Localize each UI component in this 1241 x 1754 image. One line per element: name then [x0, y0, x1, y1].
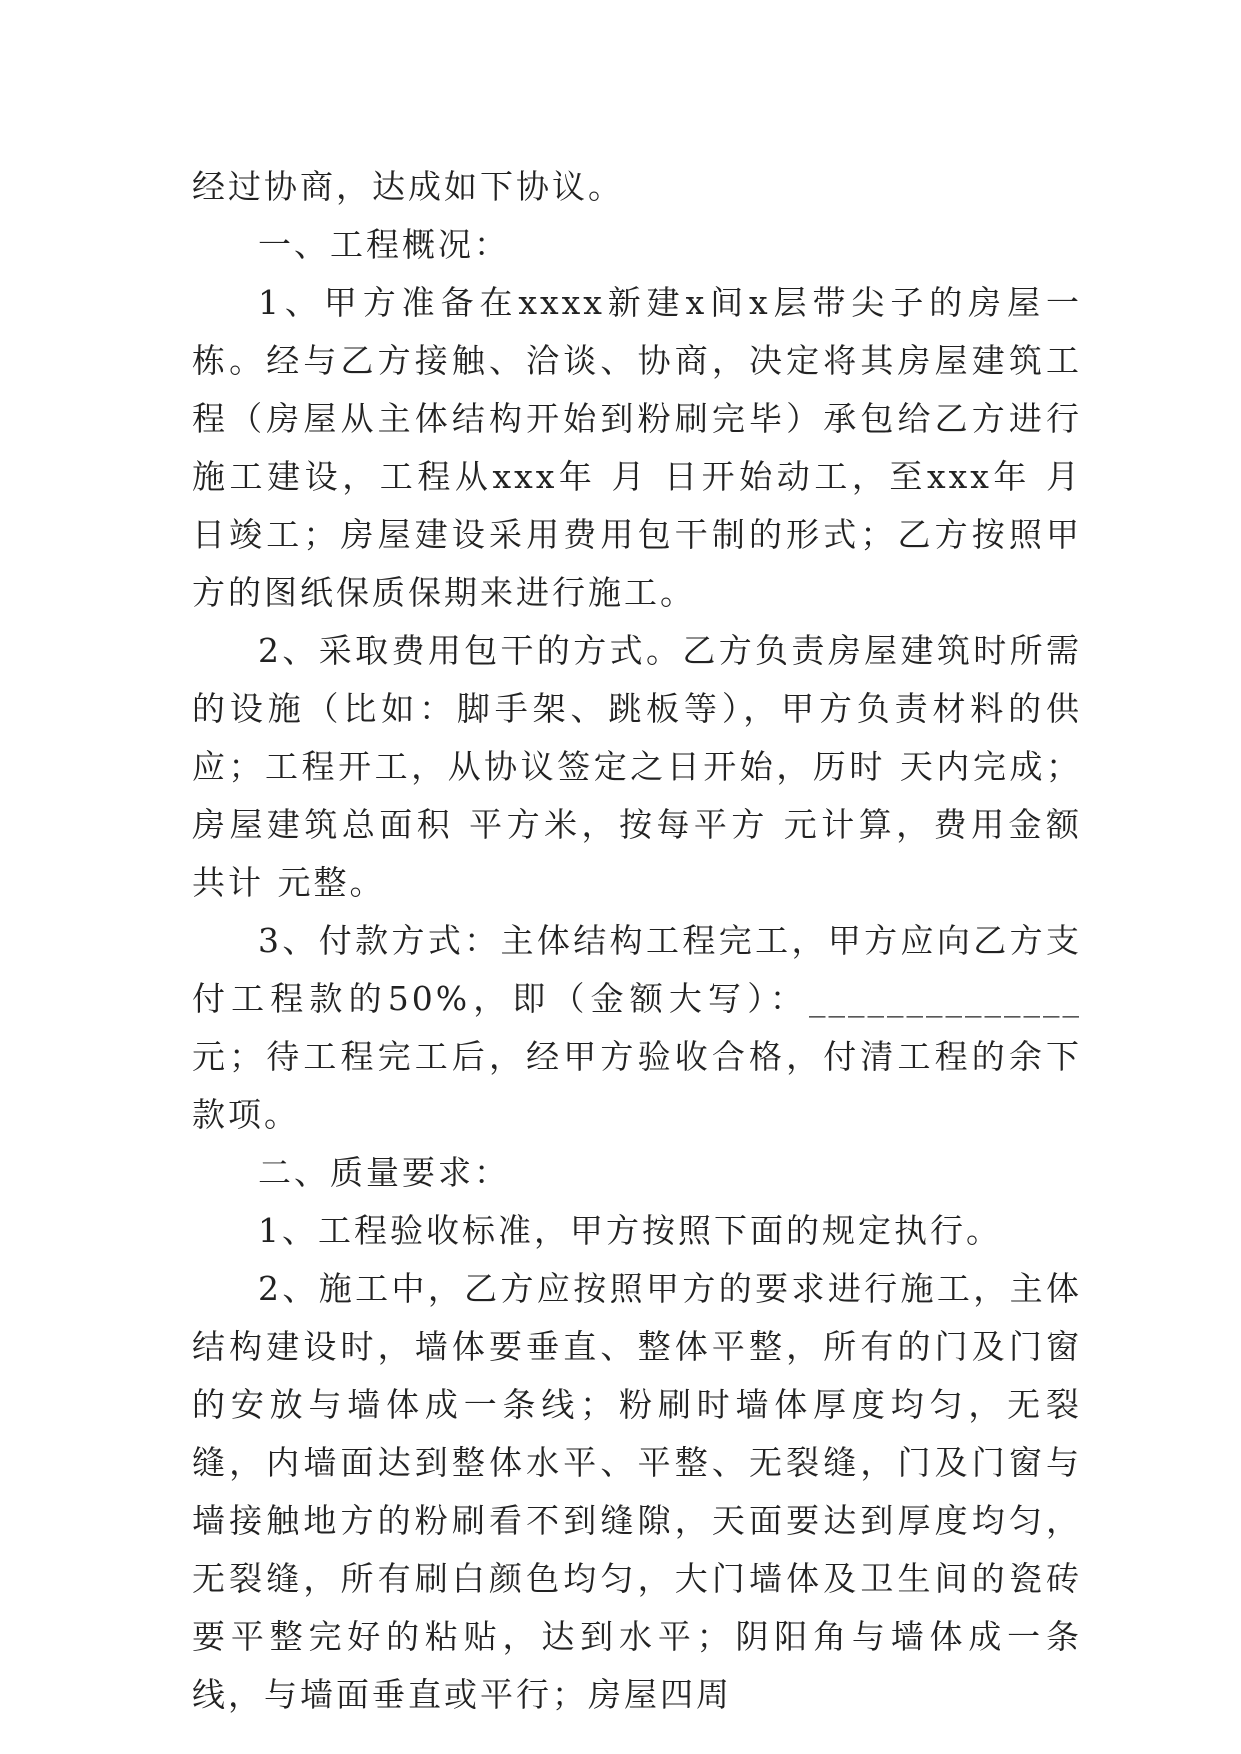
- paragraph-item-2: 2、采取费用包干的方式。乙方负责房屋建筑时所需的设施（比如：脚手架、跳板等），甲方负责材料的供应；工程开工，从协议签定之日开始，历时 天内完成；房屋建筑总面积 平方米，按每平方 元计算，费用金额共计 元整。: [192, 631, 1082, 902]
- paragraph-quality-item-1: 1、工程验收标准，甲方按照下面的规定执行。: [258, 1211, 1002, 1250]
- paragraph-opening: 经过协商，达成如下协议。: [192, 167, 624, 206]
- paragraph-item-3-payment: 3、付款方式：主体结构工程完工，甲方应向乙方支付工程款的50%，即（金额大写）：______________元；待工程完工后，经甲方验收合格，付清工程的余下款项。: [192, 921, 1082, 1134]
- paragraph-item-1: 1、甲方准备在xxxx新建x间x层带尖子的房屋一栋。经与乙方接触、洽谈、协商，决定将其房屋建筑工程（房屋从主体结构开始到粉刷完毕）承包给乙方进行施工建设，工程从xxx年 月 日开始动工，至xxx年 月 日竣工；房屋建设采用费用包干制的形式；乙方按照甲方的图纸保质保期来进行施工。: [192, 283, 1082, 612]
- document-body: [192, 158, 1082, 1724]
- section-heading-project-overview: 一、工程概况：: [258, 225, 510, 264]
- section-heading-quality-requirements: 二、质量要求：: [258, 1153, 510, 1192]
- paragraph-quality-item-2: 2、施工中，乙方应按照甲方的要求进行施工，主体结构建设时，墙体要垂直、整体平整，所有的门及门窗的安放与墙体成一条线；粉刷时墙体厚度均匀，无裂缝，内墙面达到整体水平、平整、无裂缝，门及门窗与墙接触地方的粉刷看不到缝隙，天面要达到厚度均匀，无裂缝，所有刷白颜色均匀，大门墙体及卫生间的瓷砖要平整完好的粘贴，达到水平；阴阳角与墙体成一条线，与墙面垂直或平行；房屋四周: [192, 1269, 1082, 1714]
